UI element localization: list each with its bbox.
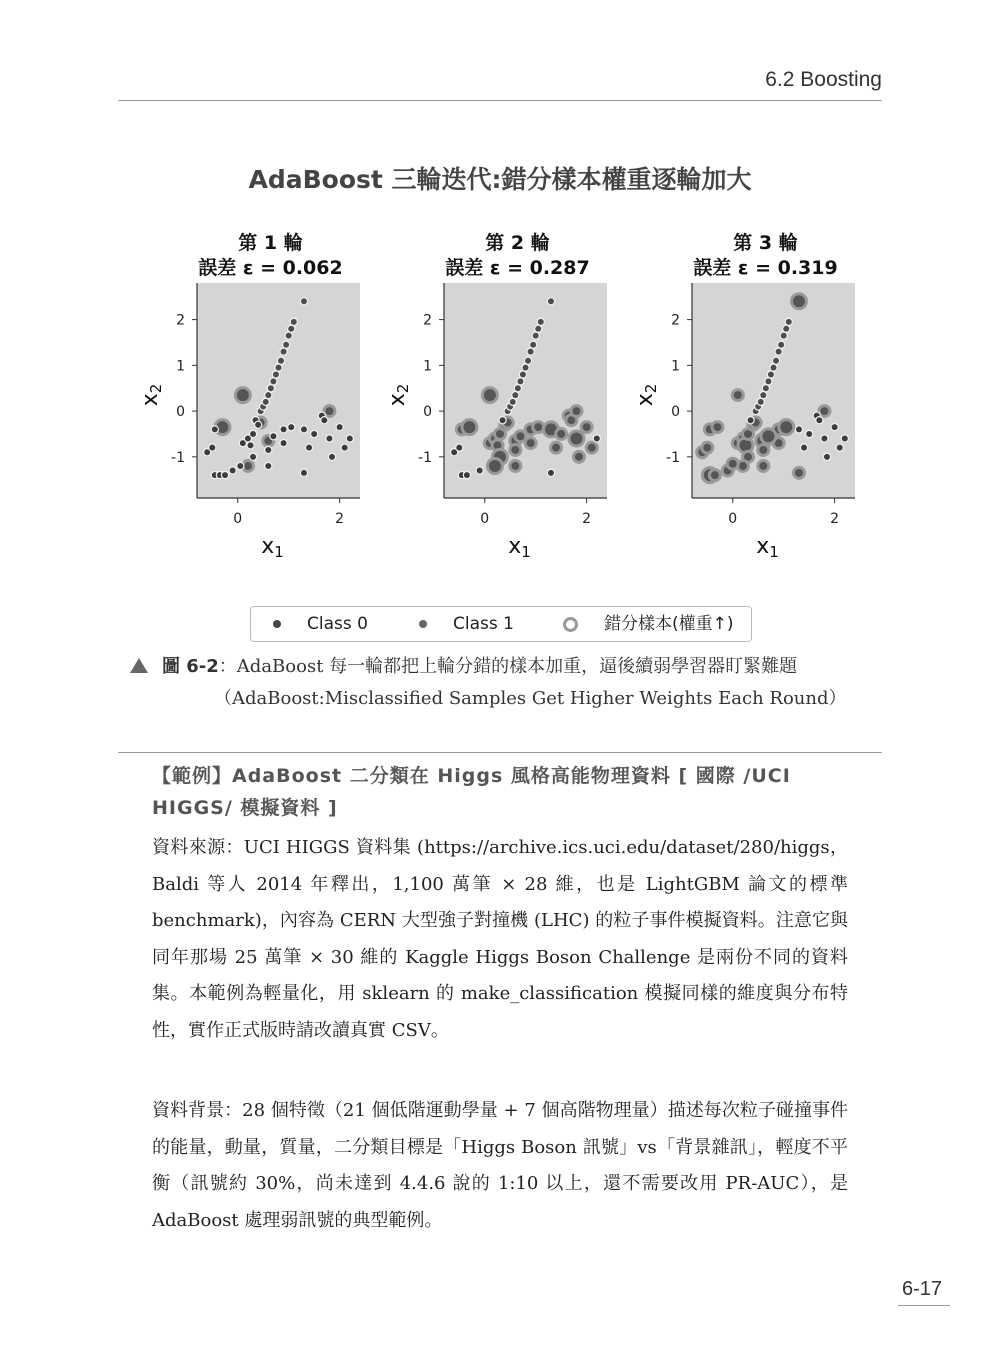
legend-misclassified-label: 錯分樣本(權重↑)	[604, 614, 734, 634]
data-point	[800, 444, 807, 451]
data-point	[547, 298, 554, 305]
data-point	[249, 430, 256, 437]
data-point	[770, 364, 777, 371]
data-point	[229, 467, 236, 474]
page-number: 6-17	[901, 1278, 942, 1300]
legend-class1-label: Class 1	[453, 614, 514, 634]
misclassified-point	[525, 438, 536, 449]
panel-title: 第 3 輪	[733, 232, 798, 254]
legend-item-class1	[419, 613, 514, 635]
misclassified-point	[779, 420, 794, 435]
data-point	[762, 385, 769, 392]
data-point	[532, 332, 539, 339]
x-tick-label: 2	[582, 511, 592, 527]
chart-canvas	[0, 0, 1000, 600]
data-point	[783, 325, 790, 332]
y-tick-label: 2	[176, 312, 185, 329]
data-point	[305, 444, 312, 451]
data-point	[265, 391, 272, 398]
panel-title: 第 1 輪	[238, 232, 303, 254]
data-point	[283, 341, 290, 348]
y-axis-label: x2	[633, 383, 660, 407]
data-point	[285, 332, 292, 339]
legend-class0-label: Class 0	[307, 614, 368, 634]
x-axis-label: x1	[756, 534, 779, 561]
caption-label: 圖 6-2	[162, 656, 219, 677]
y-axis-label: x2	[138, 383, 165, 407]
class1-marker-icon	[419, 620, 427, 628]
data-point	[265, 446, 272, 453]
data-point	[757, 398, 764, 405]
misclassified-point	[510, 444, 521, 455]
data-point	[247, 442, 254, 449]
data-point	[288, 325, 295, 332]
data-point	[463, 472, 470, 479]
data-point	[530, 341, 537, 348]
scatter-panel-1	[138, 231, 360, 561]
misclassified-marker-icon	[563, 617, 578, 632]
misclassified-point	[573, 451, 584, 462]
panel-subtitle: 誤差 ε = 0.062	[198, 257, 343, 279]
misclassified-point	[551, 442, 562, 453]
data-point	[514, 385, 521, 392]
data-point	[547, 469, 554, 476]
data-point	[524, 357, 531, 364]
example-heading: 【範例】AdaBoost 二分類在 Higgs 風格高能物理資料 [ 國際 /UCI HIGGS/ 模擬資料 ]	[152, 765, 791, 819]
x-tick-label: 0	[728, 511, 738, 527]
misclassified-point	[487, 458, 502, 473]
misclassified-point	[758, 444, 769, 455]
paragraph-data-source: 資料來源：UCI HIGGS 資料集 (https://archive.ics.uci.edu/dataset/280/higgs，Baldi 等人 2014 年釋出，1,100 萬筆 × 28 維，也是 LightGBM 論文的標準 benchmark)，內容為 CERN 大型強子對撞機 (LHC) 的粒子事件模擬資料。注意它與同年那場 25 萬筆 × 30 維的 Kaggle Higgs Boson Challenge 是兩份不同的資料集。本範例為輕量化，用 sklearn 的 make_classification 模擬同樣的維度與分布特性，實作正式版時請改讀真實 CSV。	[152, 837, 848, 1041]
data-point	[300, 469, 307, 476]
misclassified-point	[791, 294, 806, 309]
y-tick-label: 0	[671, 404, 680, 421]
misclassified-point	[709, 470, 720, 481]
misclassified-point	[571, 406, 582, 417]
x-tick-label: 0	[233, 511, 243, 527]
misclassified-point	[732, 390, 743, 401]
section-divider	[118, 752, 882, 753]
data-point	[795, 426, 802, 433]
y-tick-label: 0	[423, 404, 432, 421]
data-point	[280, 426, 287, 433]
data-point	[527, 348, 534, 355]
data-point	[288, 423, 295, 430]
y-tick-label: 2	[671, 312, 680, 329]
data-point	[823, 453, 830, 460]
class0-marker-icon	[273, 620, 281, 628]
data-point	[517, 378, 524, 385]
misclassified-point	[581, 422, 592, 433]
data-point	[300, 298, 307, 305]
data-point	[535, 325, 542, 332]
caption-english: （AdaBoost:Misclassified Samples Get Higher Weights Each Round）	[214, 688, 847, 709]
caption-text: ：AdaBoost 每一輪都把上輪分錯的樣本加重，逼後續弱學習器盯緊難題	[218, 656, 798, 677]
data-point	[321, 417, 328, 424]
misclassified-point	[515, 431, 526, 442]
y-tick-label: -1	[418, 449, 432, 466]
scatter-panel-2	[385, 231, 607, 561]
misclassified-point	[793, 467, 804, 478]
x-axis-label: x1	[261, 534, 284, 561]
data-point	[456, 444, 463, 451]
data-point	[300, 426, 307, 433]
data-point	[775, 348, 782, 355]
data-point	[346, 435, 353, 442]
x-tick-label: 0	[480, 511, 490, 527]
data-point	[237, 462, 244, 469]
misclassified-point	[712, 422, 723, 433]
data-point	[336, 423, 343, 430]
data-point	[821, 435, 828, 442]
figure-title: AdaBoost 三輪迭代:錯分樣本權重逐輪加大	[248, 165, 752, 194]
data-point	[841, 435, 848, 442]
y-tick-label: -1	[666, 449, 680, 466]
data-point	[806, 430, 813, 437]
data-point	[778, 341, 785, 348]
data-point	[593, 435, 600, 442]
data-point	[836, 444, 843, 451]
data-point	[785, 318, 792, 325]
data-point	[519, 371, 526, 378]
data-point	[267, 385, 274, 392]
misclassified-point	[758, 460, 769, 471]
data-point	[780, 332, 787, 339]
data-point	[277, 357, 284, 364]
data-point	[211, 426, 218, 433]
panel-subtitle: 誤差 ε = 0.319	[693, 257, 838, 279]
misclassified-point	[235, 388, 250, 403]
data-point	[512, 391, 519, 398]
plot-area	[692, 283, 855, 498]
misclassified-point	[569, 431, 584, 446]
data-point	[290, 318, 297, 325]
data-point	[270, 378, 277, 385]
data-point	[537, 318, 544, 325]
data-point	[209, 444, 216, 451]
misclassified-point	[482, 388, 497, 403]
legend-item-misclassified	[563, 613, 734, 635]
misclassified-point	[556, 428, 567, 439]
data-point	[767, 371, 774, 378]
section-title: 6.2 Boosting	[765, 68, 882, 91]
paragraph-data-background: 資料背景：28 個特徵（21 個低階運動學量 + 7 個高階物理量）描述每次粒子碰撞事件的能量，動量，質量，二分類目標是「Higgs Boson 訊號」vs「背景雜訊」，輕度不平衡（訊號約 30%，尚未達到 4.4.6 說的 1:10 以上，還不需要改用 PR-AUC），是 AdaBoost 處理弱訊號的典型範例。	[152, 1100, 848, 1231]
scatter-panel-3	[633, 231, 855, 561]
figure-caption	[130, 652, 890, 710]
data-point	[522, 364, 529, 371]
data-point	[262, 398, 269, 405]
y-tick-label: 1	[176, 358, 185, 375]
data-point	[280, 440, 287, 447]
misclassified-point	[586, 442, 597, 453]
y-axis-label: x2	[385, 383, 412, 407]
data-point	[221, 472, 228, 479]
misclassified-point	[702, 442, 713, 453]
misclassified-point	[761, 429, 776, 444]
data-point	[765, 378, 772, 385]
x-tick-label: 2	[830, 511, 840, 527]
data-point	[509, 398, 516, 405]
plot-area	[444, 283, 607, 498]
chart-legend	[250, 606, 752, 642]
data-point	[280, 348, 287, 355]
y-tick-label: -1	[171, 449, 185, 466]
legend-item-class0	[273, 613, 368, 635]
data-point	[265, 462, 272, 469]
panel-title: 第 2 輪	[485, 232, 550, 254]
misclassified-point	[510, 460, 521, 471]
y-tick-label: 2	[423, 312, 432, 329]
data-point	[747, 417, 754, 424]
data-point	[270, 433, 277, 440]
data-point	[760, 391, 767, 398]
page-number-rule	[898, 1305, 950, 1306]
data-point	[772, 357, 779, 364]
data-point	[499, 417, 506, 424]
data-point	[326, 435, 333, 442]
y-tick-label: 1	[423, 358, 432, 375]
x-tick-label: 2	[335, 511, 345, 527]
data-point	[816, 417, 823, 424]
misclassified-point	[462, 420, 477, 435]
y-tick-label: 1	[671, 358, 680, 375]
plot-area	[197, 283, 360, 498]
data-point	[311, 430, 318, 437]
data-point	[275, 364, 282, 371]
panel-subtitle: 誤差 ε = 0.287	[445, 257, 590, 279]
x-axis-label: x1	[508, 534, 531, 561]
data-point	[249, 453, 256, 460]
caption-triangle-icon	[130, 658, 148, 673]
data-point	[831, 423, 838, 430]
misclassified-point	[533, 422, 544, 433]
data-point	[341, 444, 348, 451]
data-point	[476, 467, 483, 474]
data-point	[255, 421, 262, 428]
y-tick-label: 0	[176, 404, 185, 421]
misclassified-point	[727, 458, 738, 469]
data-point	[272, 371, 279, 378]
data-point	[328, 453, 335, 460]
